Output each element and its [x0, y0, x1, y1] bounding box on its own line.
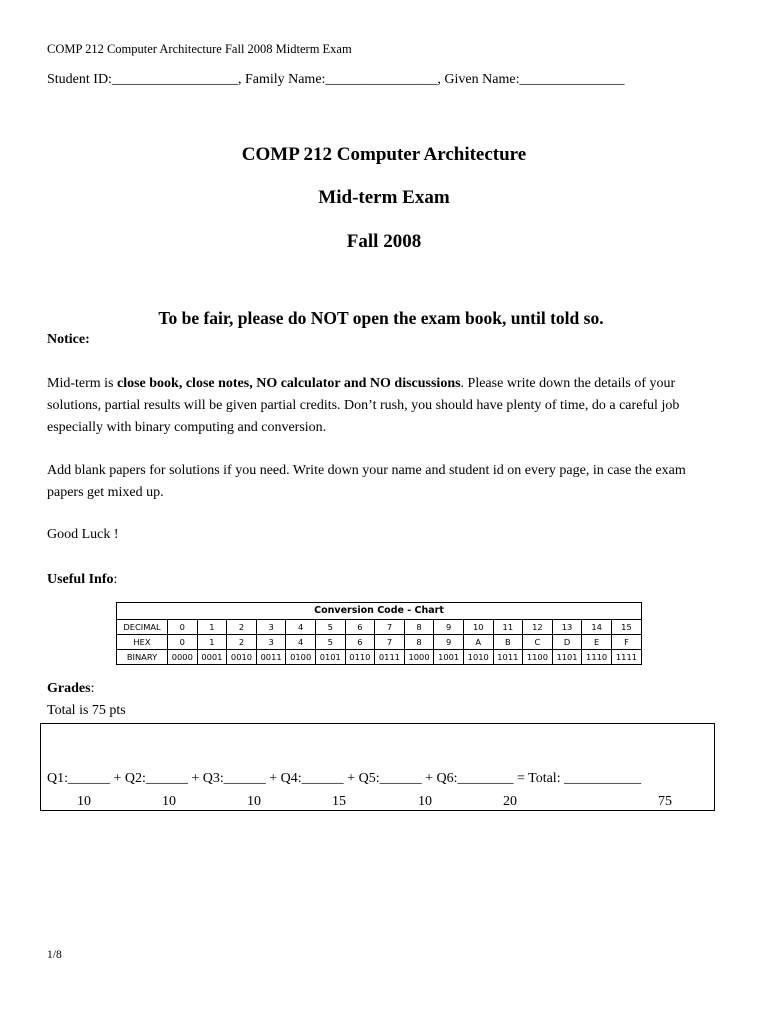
instructions-text-start: Mid-term is — [47, 376, 117, 391]
chart-cell: 1101 — [552, 650, 582, 665]
exam-title: COMP 212 Computer Architecture — [241, 144, 527, 165]
good-luck: Good Luck ! — [47, 527, 119, 542]
notice-label: Notice: — [47, 332, 90, 347]
chart-cell: 3 — [256, 620, 286, 635]
chart-cell: D — [552, 635, 582, 650]
chart-cell: 8 — [404, 620, 434, 635]
chart-cell: 0000 — [168, 650, 198, 665]
chart-cell: 1 — [197, 620, 227, 635]
chart-cell: 10 — [463, 620, 493, 635]
chart-cell: A — [463, 635, 493, 650]
useful-info-label: Useful Info — [47, 572, 114, 587]
chart-cell: E — [582, 635, 612, 650]
page-number: 1/8 — [47, 949, 62, 961]
chart-cell: 5 — [315, 620, 345, 635]
instructions-paragraph — [47, 373, 717, 439]
chart-cell: 7 — [375, 620, 405, 635]
chart-cell: 4 — [286, 620, 316, 635]
q5-points: 10 — [418, 794, 432, 809]
chart-cell: 0011 — [256, 650, 286, 665]
q6-points: 20 — [503, 794, 517, 809]
chart-cell: 2 — [227, 620, 257, 635]
chart-cell: 1010 — [463, 650, 493, 665]
conversion-chart-title: Conversion Code - Chart — [117, 603, 641, 620]
chart-cell: 7 — [375, 635, 405, 650]
chart-cell: 1100 — [523, 650, 553, 665]
grades-colon: : — [90, 681, 95, 696]
chart-cell: 1001 — [434, 650, 464, 665]
chart-cell: 6 — [345, 620, 375, 635]
total-points-text: Total is 75 pts — [47, 703, 126, 718]
chart-cell: 1110 — [582, 650, 612, 665]
instructions-rules: close book, close notes, NO calculator and NO discussions — [117, 376, 461, 391]
chart-cell: F — [611, 635, 641, 650]
chart-row-label: HEX — [117, 635, 168, 650]
chart-cell: 1 — [197, 635, 227, 650]
q3-points: 10 — [247, 794, 261, 809]
chart-cell: 1000 — [404, 650, 434, 665]
chart-cell: 13 — [552, 620, 582, 635]
instructions-text-end: . Please write down the details of your solutions, partial results will be given partial credits. Don’t rush, you should have plenty of time, do a careful job especially with binary computing and conversion. — [47, 376, 680, 435]
chart-cell: 8 — [404, 635, 434, 650]
chart-cell: 0100 — [286, 650, 316, 665]
grade-box — [40, 723, 715, 811]
chart-cell: 0101 — [315, 650, 345, 665]
useful-info-colon: : — [113, 572, 118, 587]
chart-cell: 1111 — [611, 650, 641, 665]
chart-cell: 0 — [168, 635, 198, 650]
chart-cell: 15 — [611, 620, 641, 635]
chart-row-binary — [117, 650, 641, 665]
chart-cell: 9 — [434, 620, 464, 635]
total-points: 75 — [658, 794, 672, 809]
chart-cell: 9 — [434, 635, 464, 650]
chart-row-decimal — [117, 620, 641, 635]
q2-points: 10 — [162, 794, 176, 809]
exam-subtitle: Mid-term Exam — [318, 187, 450, 208]
blank-papers-paragraph: Add blank papers for solutions if you need. Write down your name and student id on every page, in case the exam papers get mixed up. — [47, 463, 686, 500]
fair-notice: To be fair, please do NOT open the exam book, until told so. — [158, 308, 604, 328]
chart-cell: 11 — [493, 620, 523, 635]
chart-cell: 0111 — [375, 650, 405, 665]
chart-row-hex — [117, 635, 641, 650]
q4-points: 15 — [332, 794, 346, 809]
conversion-table — [117, 620, 641, 664]
chart-cell: 0110 — [345, 650, 375, 665]
chart-cell: 3 — [256, 635, 286, 650]
chart-cell: 14 — [582, 620, 612, 635]
grades-heading — [47, 681, 94, 697]
chart-cell: 6 — [345, 635, 375, 650]
exam-term: Fall 2008 — [346, 231, 422, 252]
chart-cell: 2 — [227, 635, 257, 650]
chart-cell: B — [493, 635, 523, 650]
grades-label: Grades — [47, 681, 91, 696]
chart-cell: 0001 — [197, 650, 227, 665]
student-id-line: Student ID:__________________, Family Name:________________, Given Name:_______________ — [47, 72, 625, 87]
chart-cell: C — [523, 635, 553, 650]
chart-row-label: DECIMAL — [117, 620, 168, 635]
q1-points: 10 — [77, 794, 91, 809]
chart-cell: 0 — [168, 620, 198, 635]
chart-cell: 0010 — [227, 650, 257, 665]
chart-cell: 1011 — [493, 650, 523, 665]
chart-cell: 12 — [523, 620, 553, 635]
useful-info-heading — [47, 572, 117, 588]
chart-cell: 5 — [315, 635, 345, 650]
conversion-chart — [116, 602, 642, 665]
running-header: COMP 212 Computer Architecture Fall 2008 Midterm Exam — [47, 42, 352, 56]
chart-cell: 4 — [286, 635, 316, 650]
grade-entry-line: Q1:______ + Q2:______ + Q3:______ + Q4:______ + Q5:______ + Q6:________ = Total: ___________ — [47, 771, 642, 786]
chart-row-label: BINARY — [117, 650, 168, 665]
